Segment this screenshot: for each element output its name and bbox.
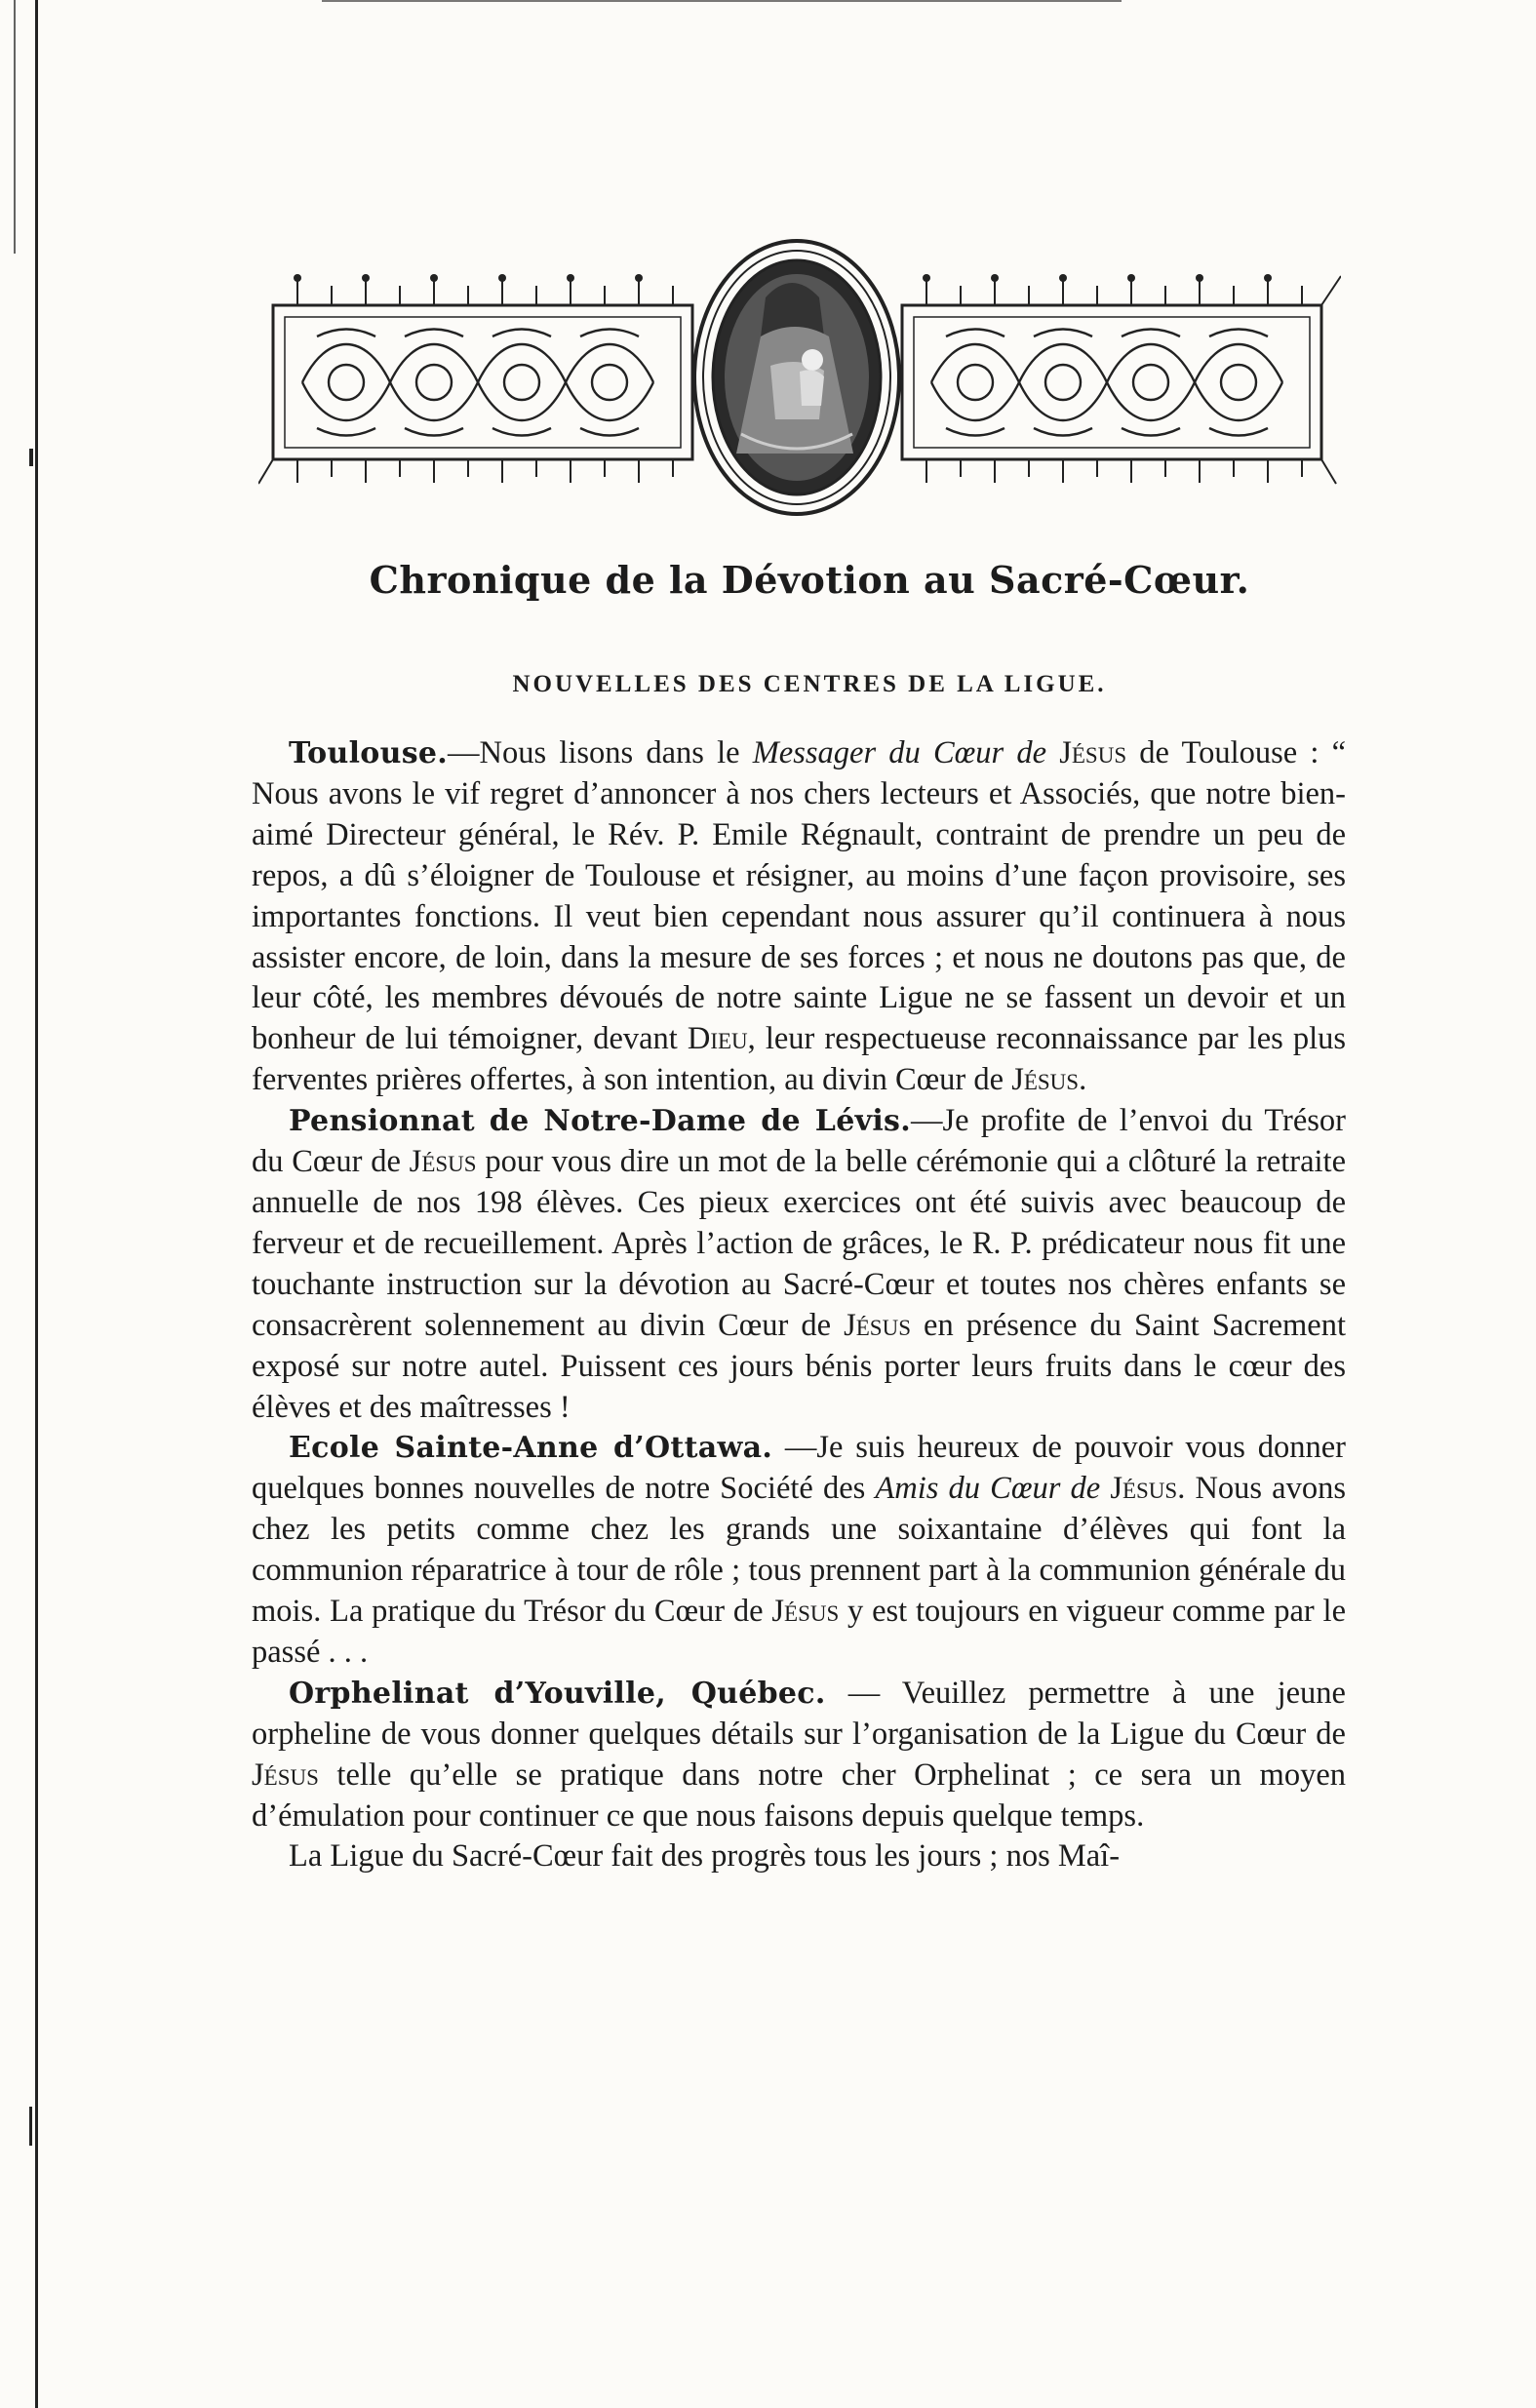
page-edge-line-top — [14, 0, 16, 254]
margin-mark — [29, 449, 33, 466]
entry-heading: Orphelinat d’Youville, Québec. — [289, 1676, 826, 1711]
madonna-ornament-banner — [258, 239, 1341, 517]
entry-toulouse: Toulouse.—Nous lisons dans le Messager du Cœur de Jésus de Toulouse : “ Nous avons le vif regret d’annoncer à nos chers lecteurs et Associés, que notre bien-aimé Directeur général, le Rév. P. Emile Régnault, contraint de prendre un peu de repos, a dû s’éloigner de Toulouse et résigner, au moins d’une façon provisoire, ses importantes fonctions. Il veut bien cependant nous assurer qu’il continuera à nous assister encore, de loin, dans la mesure de ses forces ; et nous ne doutons pas que, de leur côté, les membres dévoués de notre sainte Ligue ne se fassent un devoir et un bonheur de lui témoigner, devant Dieu, leur respectueuse reconnaissance par les plus ferventes prières offertes, à son intention, au divin Cœur de Jésus. — [252, 735, 1347, 1098]
entry-youville: Orphelinat d’Youville, Québec. — Veuillez permettre à une jeune orpheline de vous donner quelques détails sur l’organisation de la Ligue du Cœur de Jésus telle qu’elle se pratique dans notre cher Orphelinat ; ce sera un moyen d’émulation pour continuer ce que nous faisons depuis quelque temps. — [252, 1675, 1346, 1834]
entry-heading: Toulouse. — [289, 736, 449, 770]
top-rule — [322, 0, 1122, 2]
entry-heading: Pensionnat de Notre-Dame de Lévis. — [289, 1104, 911, 1139]
madonna-medallion — [694, 241, 899, 514]
entry-ottawa: Ecole Sainte-Anne d’Ottawa. —Je suis heureux de pouvoir vous donner quelques bonnes nouvelles de notre Société des Amis du Cœur de Jésus. Nous avons chez les petits comme chez les grands une soixantaine d’élèves qui font la communion réparatrice à tour de rôle ; tous prennent part à la communion générale du mois. La pratique du Trésor du Cœur de Jésus y est toujours en vigueur comme par le passé . . . — [252, 1430, 1347, 1670]
entry-heading: Ecole Sainte-Anne d’Ottawa. — [289, 1431, 773, 1466]
margin-mark — [29, 2107, 32, 2146]
closing-paragraph: La Ligue du Sacré-Cœur fait des progrès tous les jours ; nos Maî- — [289, 1838, 1121, 1875]
article-body — [252, 733, 1346, 1877]
entry-levis: Pensionnat de Notre-Dame de Lévis.—Je profite de l’envoi du Trésor du Cœur de Jésus pour vous dire un mot de la belle cérémonie qui a clôturé la retraite annuelle de nos 198 élèves. Ces pieux exercices ont été suivis avec beaucoup de ferveur et de recueillement. Après l’action de grâces, le R. P. prédicateur nous fit une touchante instruction sur la dévotion au Sacré-Cœur et toutes nos chères enfants se consacrèrent solennement au divin Cœur de Jésus en présence du Saint Sacrement exposé sur notre autel. Puissent ces jours bénis porter leurs fruits dans le cœur des élèves et des maîtresses ! — [252, 1103, 1347, 1425]
page-edge-line — [35, 0, 38, 2408]
page-title: Chronique de la Dévotion au Sacré-Cœur. — [369, 558, 1250, 602]
section-subtitle: NOUVELLES DES CENTRES DE LA LIGUE. — [512, 671, 1107, 697]
